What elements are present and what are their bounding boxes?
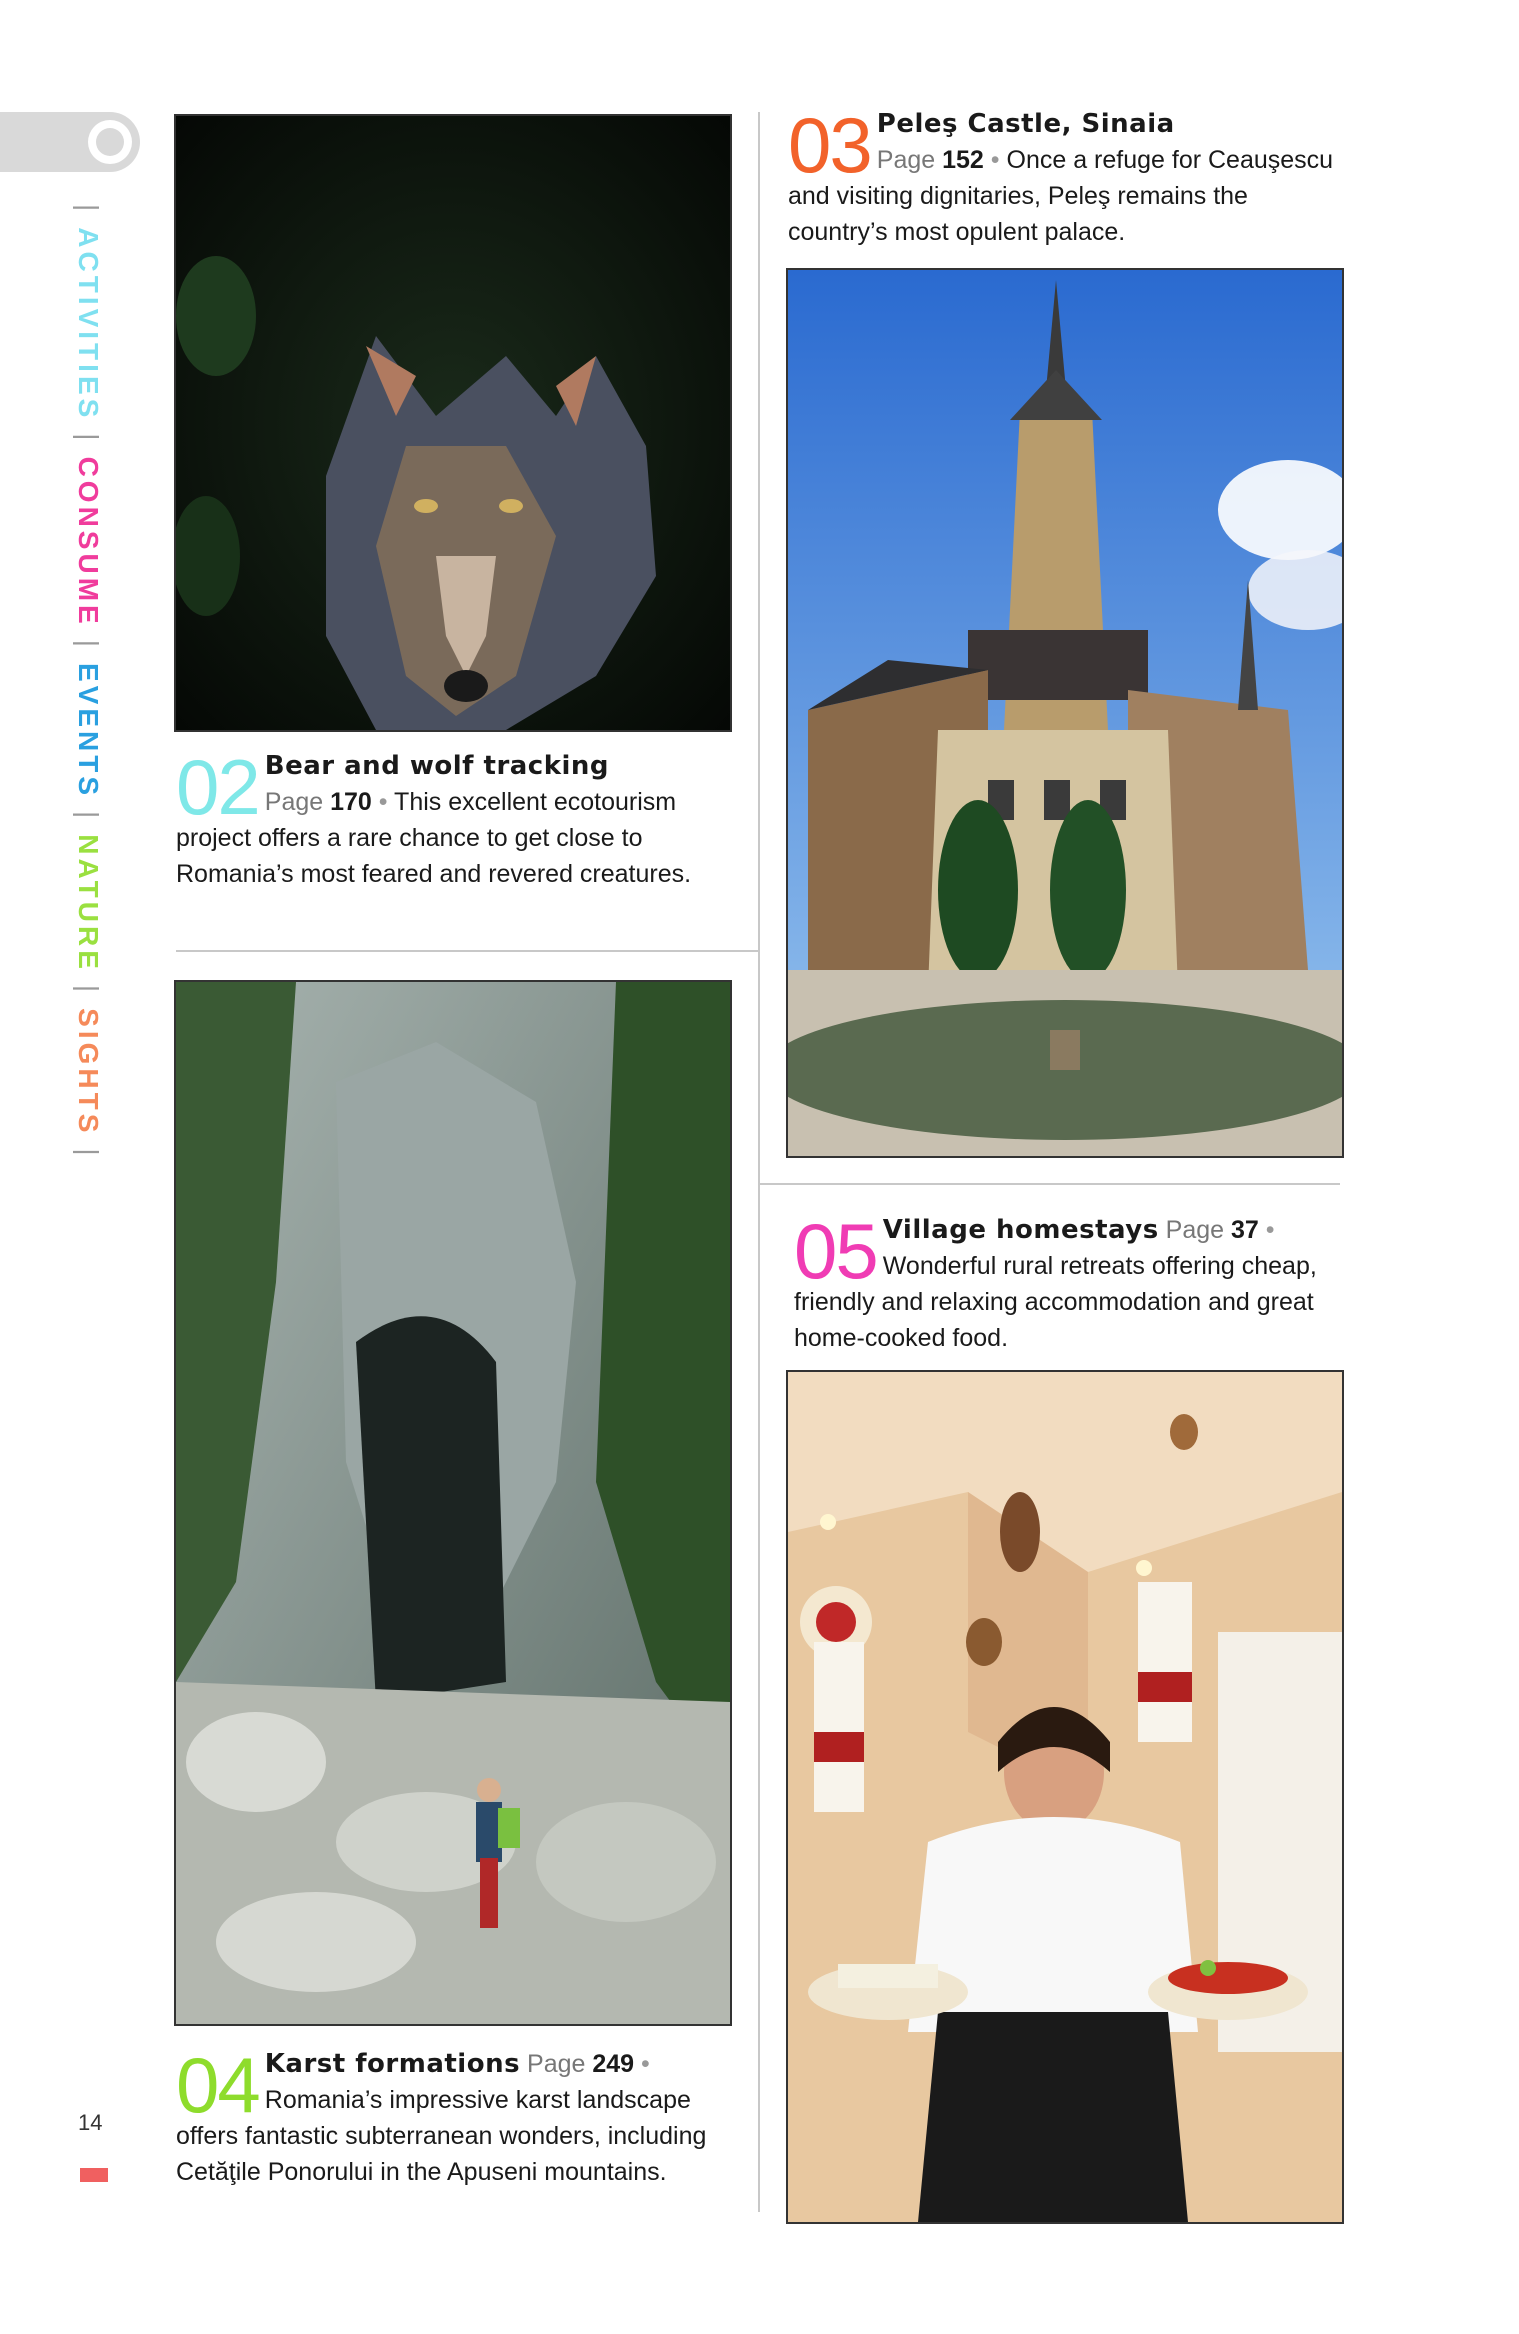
page-label: Page (264, 788, 324, 816)
page-number: 14 (78, 2110, 103, 2135)
page-reference[interactable]: 170 (330, 788, 372, 816)
section-nav (64, 192, 114, 1160)
bullet-separator: • (1265, 1216, 1275, 1244)
entry-number: 04 (176, 2041, 259, 2129)
nav-item-events[interactable]: EVENTS (73, 662, 104, 800)
entry-description: This excellent ecotourism project offers a rare chance to get close to Romania’s most feared and revered creatures. (176, 788, 692, 888)
bullet-separator: • (641, 2050, 650, 2078)
entry-03 (788, 101, 1348, 250)
nav-separator: | (73, 984, 104, 997)
page-reference[interactable]: 37 (1230, 1216, 1259, 1244)
page-marker (80, 2168, 108, 2182)
nav-separator: | (73, 433, 104, 445)
nav-separator: | (73, 811, 104, 823)
nav-item-nature[interactable]: NATURE (73, 834, 104, 973)
entry-number: 03 (788, 101, 871, 189)
nav-separator: | (73, 1148, 104, 1160)
entry-04 (176, 2041, 736, 2190)
section-divider (758, 1183, 1340, 1185)
nav-separator: | (73, 204, 104, 216)
entry-title: Karst formations (264, 2049, 521, 2079)
page-reference[interactable]: 249 (592, 2050, 635, 2078)
entry-title: Bear and wolf tracking (264, 751, 610, 781)
nav-separator: | (73, 639, 104, 651)
page-label: Page (1165, 1216, 1225, 1244)
nav-item-consume[interactable]: CONSUME (73, 456, 104, 628)
homestay-photo (786, 1370, 1344, 2224)
page-label: Page (527, 2050, 586, 2078)
castle-photo (786, 268, 1344, 1158)
nav-item-activities[interactable]: ACTIVITIES (73, 227, 104, 422)
entry-title: Village homestays (882, 1215, 1159, 1245)
section-tab (0, 112, 140, 172)
bullet-separator: • (990, 146, 1000, 174)
entry-05 (794, 1207, 1342, 1356)
entry-title: Peleş Castle, Sinaia (876, 109, 1175, 139)
entry-number: 05 (794, 1207, 877, 1295)
section-divider (176, 950, 758, 952)
entry-description: Once a refuge for Ceauşescu and visiting dignitaries, Peleş remains the country’s most opulent palace. (788, 146, 1334, 246)
entry-description: Romania’s impressive karst landscape offers fantastic subterranean wonders, including Cetăţile Ponorului in the Apuseni mountains. (176, 2086, 707, 2186)
ring-icon (88, 120, 132, 164)
page-label: Page (876, 146, 936, 174)
entry-number: 02 (176, 743, 259, 831)
karst-photo (174, 980, 732, 2026)
nav-item-sights[interactable]: SIGHTS (73, 1008, 104, 1137)
wolf-photo (174, 114, 732, 732)
bullet-separator: • (378, 788, 388, 816)
entry-02 (176, 743, 736, 892)
entry-description: Wonderful rural retreats offering cheap, friendly and relaxing accommodation and great home-cooked food. (794, 1252, 1317, 1352)
column-divider (758, 112, 760, 2212)
page-reference[interactable]: 152 (942, 146, 984, 174)
